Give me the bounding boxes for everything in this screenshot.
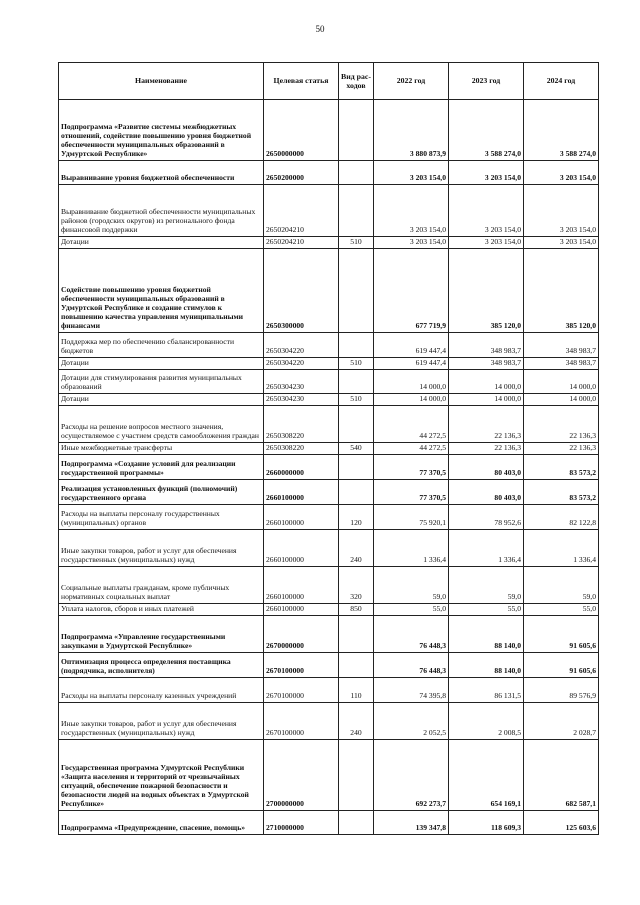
cell-2024: 89 576,9 bbox=[524, 678, 599, 703]
cell-code: 2660100000 bbox=[264, 530, 339, 567]
cell-name: Расходы на выплаты персоналу государственных (муниципальных) органов bbox=[59, 505, 264, 530]
table-row bbox=[59, 406, 599, 443]
cell-type: 510 bbox=[339, 358, 374, 370]
cell-name: Выравнивание бюджетной обеспеченности муниципальных районов (городских округов) из регионального фонда финансовой поддержки bbox=[59, 185, 264, 237]
cell-code: 2660100000 bbox=[264, 567, 339, 604]
table-row bbox=[59, 604, 599, 616]
cell-name: Дотации bbox=[59, 237, 264, 249]
cell-2023: 14 000,0 bbox=[449, 370, 524, 394]
cell-2023: 22 136,3 bbox=[449, 443, 524, 455]
cell-2023: 348 983,7 bbox=[449, 358, 524, 370]
cell-2024: 83 573,2 bbox=[524, 480, 599, 505]
cell-name: Иные закупки товаров, работ и услуг для обеспечения государственных (муниципальных) нужд bbox=[59, 530, 264, 567]
cell-2022: 74 395,8 bbox=[374, 678, 449, 703]
cell-2024: 3 203 154,0 bbox=[524, 237, 599, 249]
cell-type bbox=[339, 185, 374, 237]
cell-2022: 3 203 154,0 bbox=[374, 237, 449, 249]
table-header-row bbox=[59, 63, 599, 100]
cell-2024: 3 203 154,0 bbox=[524, 185, 599, 237]
cell-code: 2650300000 bbox=[264, 249, 339, 333]
cell-code: 2670100000 bbox=[264, 653, 339, 678]
cell-code: 2660100000 bbox=[264, 480, 339, 505]
table-row bbox=[59, 100, 599, 161]
cell-2022: 44 272,5 bbox=[374, 406, 449, 443]
cell-code: 2650304220 bbox=[264, 358, 339, 370]
cell-2022: 77 370,5 bbox=[374, 455, 449, 480]
cell-2023: 118 609,3 bbox=[449, 811, 524, 835]
cell-2023: 3 588 274,0 bbox=[449, 100, 524, 161]
cell-2024: 91 605,6 bbox=[524, 653, 599, 678]
cell-2024: 22 136,3 bbox=[524, 406, 599, 443]
cell-type: 240 bbox=[339, 530, 374, 567]
cell-2023: 55,0 bbox=[449, 604, 524, 616]
cell-code: 2710000000 bbox=[264, 811, 339, 835]
cell-2023: 80 403,0 bbox=[449, 455, 524, 480]
cell-code: 2650304220 bbox=[264, 333, 339, 358]
cell-name: Дотации bbox=[59, 394, 264, 406]
cell-code: 2650304230 bbox=[264, 394, 339, 406]
cell-2022: 75 920,1 bbox=[374, 505, 449, 530]
cell-name: Подпрограмма «Предупреждение, спасение, помощь» bbox=[59, 811, 264, 835]
table-row bbox=[59, 333, 599, 358]
cell-type bbox=[339, 740, 374, 811]
cell-2023: 1 336,4 bbox=[449, 530, 524, 567]
cell-type bbox=[339, 333, 374, 358]
cell-type: 320 bbox=[339, 567, 374, 604]
cell-2024: 3 203 154,0 bbox=[524, 161, 599, 185]
cell-2024: 22 136,3 bbox=[524, 443, 599, 455]
cell-2024: 14 000,0 bbox=[524, 394, 599, 406]
table-row bbox=[59, 678, 599, 703]
cell-2022: 3 203 154,0 bbox=[374, 185, 449, 237]
cell-code: 2650000000 bbox=[264, 100, 339, 161]
cell-2022: 2 052,5 bbox=[374, 703, 449, 740]
cell-name: Иные межбюджетные трансферты bbox=[59, 443, 264, 455]
cell-type bbox=[339, 616, 374, 653]
cell-2024: 55,0 bbox=[524, 604, 599, 616]
cell-2024: 348 983,7 bbox=[524, 333, 599, 358]
cell-2024: 385 120,0 bbox=[524, 249, 599, 333]
cell-name: Подпрограмма «Создание условий для реализации государственной программы» bbox=[59, 455, 264, 480]
cell-2024: 14 000,0 bbox=[524, 370, 599, 394]
header-name: Наименование bbox=[59, 63, 264, 100]
cell-2023: 654 169,1 bbox=[449, 740, 524, 811]
cell-2023: 86 131,5 bbox=[449, 678, 524, 703]
table-row bbox=[59, 237, 599, 249]
cell-code: 2650308220 bbox=[264, 406, 339, 443]
table-row bbox=[59, 811, 599, 835]
cell-name: Поддержка мер по обеспечению сбалансированности бюджетов bbox=[59, 333, 264, 358]
cell-type bbox=[339, 406, 374, 443]
cell-2024: 682 587,1 bbox=[524, 740, 599, 811]
cell-2023: 385 120,0 bbox=[449, 249, 524, 333]
cell-code: 2660100000 bbox=[264, 604, 339, 616]
cell-2024: 59,0 bbox=[524, 567, 599, 604]
cell-type: 240 bbox=[339, 703, 374, 740]
table-row bbox=[59, 703, 599, 740]
cell-name: Реализация установленных функций (полномочий) государственного органа bbox=[59, 480, 264, 505]
table-row bbox=[59, 443, 599, 455]
cell-2022: 76 448,3 bbox=[374, 653, 449, 678]
cell-name: Дотации bbox=[59, 358, 264, 370]
cell-code: 2700000000 bbox=[264, 740, 339, 811]
cell-2022: 619 447,4 bbox=[374, 333, 449, 358]
cell-code: 2650204210 bbox=[264, 185, 339, 237]
cell-2024: 348 983,7 bbox=[524, 358, 599, 370]
cell-2023: 22 136,3 bbox=[449, 406, 524, 443]
table-row bbox=[59, 185, 599, 237]
cell-2022: 14 000,0 bbox=[374, 394, 449, 406]
cell-type bbox=[339, 653, 374, 678]
cell-2023: 78 952,6 bbox=[449, 505, 524, 530]
cell-2022: 44 272,5 bbox=[374, 443, 449, 455]
cell-2023: 14 000,0 bbox=[449, 394, 524, 406]
cell-2023: 3 203 154,0 bbox=[449, 161, 524, 185]
cell-2024: 125 603,6 bbox=[524, 811, 599, 835]
cell-2023: 2 008,5 bbox=[449, 703, 524, 740]
table-row bbox=[59, 358, 599, 370]
cell-2023: 59,0 bbox=[449, 567, 524, 604]
cell-2024: 2 028,7 bbox=[524, 703, 599, 740]
cell-2023: 3 203 154,0 bbox=[449, 237, 524, 249]
cell-2022: 77 370,5 bbox=[374, 480, 449, 505]
cell-type: 510 bbox=[339, 237, 374, 249]
cell-type bbox=[339, 480, 374, 505]
cell-name: Подпрограмма «Управление государственными закупками в Удмуртской Республике» bbox=[59, 616, 264, 653]
table-row bbox=[59, 394, 599, 406]
cell-type bbox=[339, 249, 374, 333]
cell-code: 2650200000 bbox=[264, 161, 339, 185]
header-expense-type: Вид рас-ходов bbox=[339, 63, 374, 100]
cell-2024: 3 588 274,0 bbox=[524, 100, 599, 161]
cell-type: 510 bbox=[339, 394, 374, 406]
header-year-2024: 2024 год bbox=[524, 63, 599, 100]
cell-type bbox=[339, 370, 374, 394]
cell-name: Иные закупки товаров, работ и услуг для обеспечения государственных (муниципальных) нужд bbox=[59, 703, 264, 740]
cell-name: Социальные выплаты гражданам, кроме публичных нормативных социальных выплат bbox=[59, 567, 264, 604]
cell-2024: 1 336,4 bbox=[524, 530, 599, 567]
cell-2023: 348 983,7 bbox=[449, 333, 524, 358]
cell-2022: 677 719,9 bbox=[374, 249, 449, 333]
cell-code: 2650204210 bbox=[264, 237, 339, 249]
cell-2023: 3 203 154,0 bbox=[449, 185, 524, 237]
cell-2024: 82 122,8 bbox=[524, 505, 599, 530]
table-row bbox=[59, 161, 599, 185]
cell-2022: 14 000,0 bbox=[374, 370, 449, 394]
table-row bbox=[59, 740, 599, 811]
cell-2022: 619 447,4 bbox=[374, 358, 449, 370]
cell-type bbox=[339, 811, 374, 835]
cell-name: Уплата налогов, сборов и иных платежей bbox=[59, 604, 264, 616]
table-row bbox=[59, 567, 599, 604]
cell-2022: 55,0 bbox=[374, 604, 449, 616]
table-row bbox=[59, 616, 599, 653]
cell-name: Выравнивание уровня бюджетной обеспеченности bbox=[59, 161, 264, 185]
cell-code: 2650304230 bbox=[264, 370, 339, 394]
cell-2024: 91 605,6 bbox=[524, 616, 599, 653]
budget-table bbox=[58, 62, 599, 835]
cell-code: 2660000000 bbox=[264, 455, 339, 480]
cell-2022: 3 203 154,0 bbox=[374, 161, 449, 185]
table-row bbox=[59, 249, 599, 333]
table-row bbox=[59, 505, 599, 530]
cell-2022: 3 880 873,9 bbox=[374, 100, 449, 161]
cell-type: 540 bbox=[339, 443, 374, 455]
cell-2023: 88 140,0 bbox=[449, 616, 524, 653]
cell-name: Расходы на выплаты персоналу казенных учреждений bbox=[59, 678, 264, 703]
cell-code: 2650308220 bbox=[264, 443, 339, 455]
table-row bbox=[59, 530, 599, 567]
header-target-article: Целевая статья bbox=[264, 63, 339, 100]
cell-2022: 692 273,7 bbox=[374, 740, 449, 811]
cell-2023: 88 140,0 bbox=[449, 653, 524, 678]
cell-2022: 139 347,8 bbox=[374, 811, 449, 835]
header-year-2022: 2022 год bbox=[374, 63, 449, 100]
cell-code: 2670000000 bbox=[264, 616, 339, 653]
page-number: 50 bbox=[315, 24, 325, 34]
table-row bbox=[59, 480, 599, 505]
cell-name: Содействие повышению уровня бюджетной обеспеченности муниципальных образований в Удмуртской Республике и создание стимулов к повышению качества управления муниципальными финансами bbox=[59, 249, 264, 333]
cell-name: Государственная программа Удмуртской Республики «Защита населения и территорий от чрезвычайных ситуаций, обеспечение пожарной безопасности и безопасности людей на водных объектах в Удмуртской Республике» bbox=[59, 740, 264, 811]
cell-type: 120 bbox=[339, 505, 374, 530]
header-year-2023: 2023 год bbox=[449, 63, 524, 100]
cell-type bbox=[339, 455, 374, 480]
table-row bbox=[59, 455, 599, 480]
cell-2022: 1 336,4 bbox=[374, 530, 449, 567]
cell-type bbox=[339, 161, 374, 185]
cell-name: Дотации для стимулирования развития муниципальных образований bbox=[59, 370, 264, 394]
cell-code: 2670100000 bbox=[264, 703, 339, 740]
cell-type bbox=[339, 100, 374, 161]
cell-name: Подпрограмма «Развитие системы межбюджетных отношений, содействие повышению уровня бюджетной обеспеченности муниципальных образований в Удмуртской Республике» bbox=[59, 100, 264, 161]
cell-2022: 59,0 bbox=[374, 567, 449, 604]
cell-2024: 83 573,2 bbox=[524, 455, 599, 480]
cell-code: 2660100000 bbox=[264, 505, 339, 530]
cell-2023: 80 403,0 bbox=[449, 480, 524, 505]
cell-name: Расходы на решение вопросов местного значения, осуществляемое с участием средств самообложения граждан bbox=[59, 406, 264, 443]
cell-2022: 76 448,3 bbox=[374, 616, 449, 653]
cell-name: Оптимизация процесса определения поставщика (подрядчика, исполнителя) bbox=[59, 653, 264, 678]
table-row bbox=[59, 653, 599, 678]
table-row bbox=[59, 370, 599, 394]
cell-type: 110 bbox=[339, 678, 374, 703]
cell-type: 850 bbox=[339, 604, 374, 616]
cell-code: 2670100000 bbox=[264, 678, 339, 703]
